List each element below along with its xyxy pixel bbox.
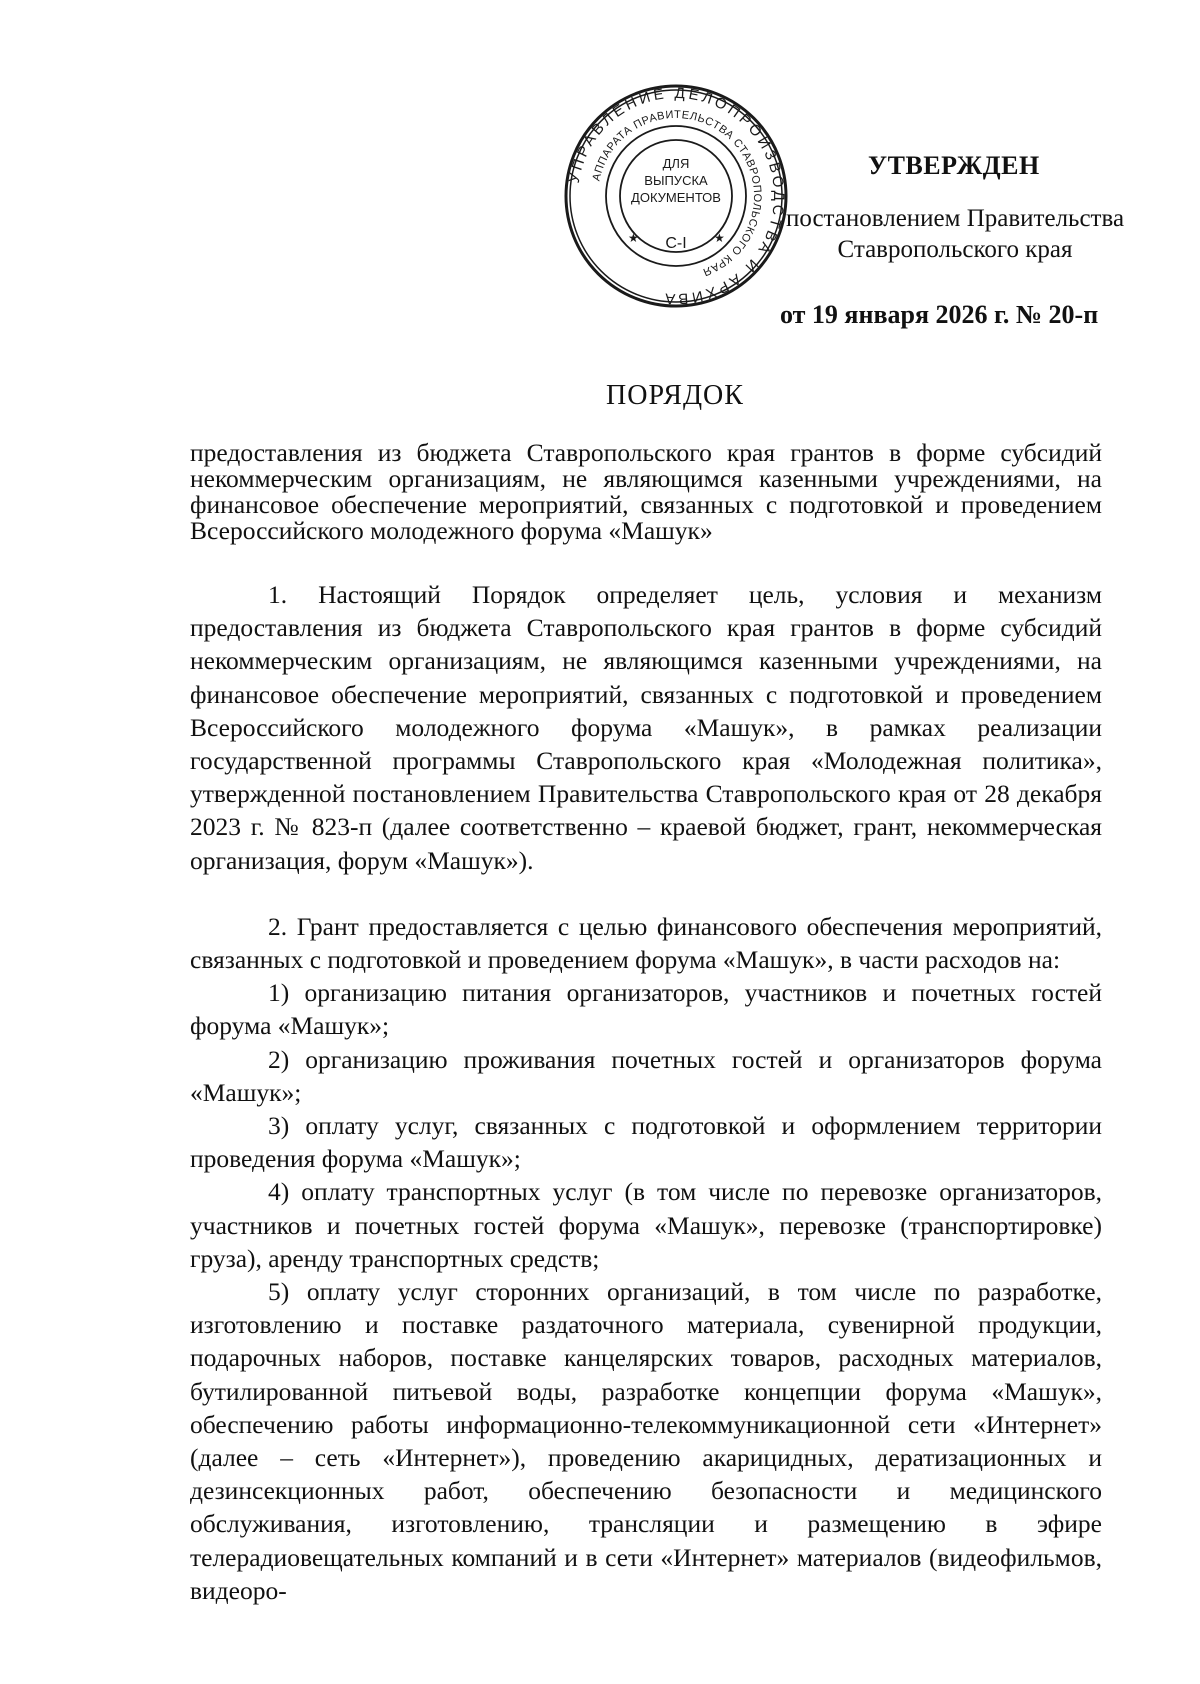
approval-block [760,150,1160,330]
stamp-center-line2: ВЫПУСКА [644,173,708,188]
approval-line2: Ставропольского края [837,236,1073,263]
stamp-star-left-icon: ★ [628,231,639,245]
stamp-star-right-icon: ★ [714,231,725,245]
stamp-outer-text: УПРАВЛЕНИЕ ДЕЛОПРОИЗВОДСТВА И АРХИВА [565,84,788,308]
document-subtitle: предоставления из бюджета Ставропольского края грантов в форме субсидий некоммерческим организациям, не являющимся казенными учреждениями, на финансовое обеспечение мероприятий, связанных с подготовкой и проведением Всероссийского молодежного форума «Машук» [190,438,1102,545]
approval-heading: УТВЕРЖДЕН [868,151,1040,180]
stamp-code: С-I [665,235,687,252]
stamp-center-line1: ДЛЯ [662,156,690,171]
paragraph-1: 1. Настоящий Порядок определяет цель, условия и механизм предоставления из бюджета Ставропольского края грантов в форме субсидий некоммерческим организациям, не являющимся казенными учреждениями, на финансовое обеспечение мероприятий, связанных с подготовкой и проведением Всероссийского молодежного форума «Машук», в рамках реализации государственной программы Ставропольского края «Молодежная политика», утвержденной постановлением Правительства Ставропольского края от 28 декабря 2023 г. № 823-п (далее соответственно – краевой бюджет, грант, некоммерческая организация, форум «Машук»). [190,580,1102,875]
list-item-3: 3) оплату услуг, связанных с подготовкой и оформлением территории проведения форума «Машук»; [190,1111,1102,1174]
approval-line1: постановлением Правительства [785,205,1125,232]
list-item-1: 1) организацию питания организаторов, участников и почетных гостей форума «Машук»; [190,978,1102,1041]
list-item-5: 5) оплату услуг сторонних организаций, в том числе по разработке, изготовлению и поставке раздаточного материала, сувенирной продукции, подарочных наборов, поставке канцелярских товаров, расходных материалов, бутилированной питьевой воды, разработке концепции форума «Машук», обеспечению работы информационно-телекоммуникационной сети «Интернет» (далее – сеть «Интернет»), проведению акарицидных, дератизационных и дезинсекционных работ, обеспечению безопасности и медицинского обслуживания, изготовлению, трансляции и размещению в эфире телерадиовещательных компаний и в сети «Интернет» материалов (видеофильмов, видеоро- [190,1277,1102,1605]
official-stamp [562,82,790,310]
stamp-inner-text: АППАРАТА ПРАВИТЕЛЬСТВА СТАВРОПОЛЬСКОГО КРАЯ [590,108,764,279]
list-item-2: 2) организацию проживания почетных гостей и организаторов форума «Машук»; [190,1044,1102,1107]
stamp-center-line3: ДОКУМЕНТОВ [631,190,721,205]
document-title: ПОРЯДОК [606,380,744,411]
document-body [190,578,1102,1607]
approval-date: от 19 января 2026 г. № 20-п [780,300,1099,329]
stamp-seal-icon [562,82,790,310]
list-item-4: 4) оплату транспортных услуг (в том числе по перевозке организаторов, участников и почетных гостей форума «Машук», перевозке (транспортировке) груза), аренду транспортных средств; [190,1177,1102,1273]
paragraph-2: 2. Грант предоставляется с целью финансового обеспечения мероприятий, связанных с подготовкой и проведением форума «Машук», в части расходов на: [190,911,1102,975]
